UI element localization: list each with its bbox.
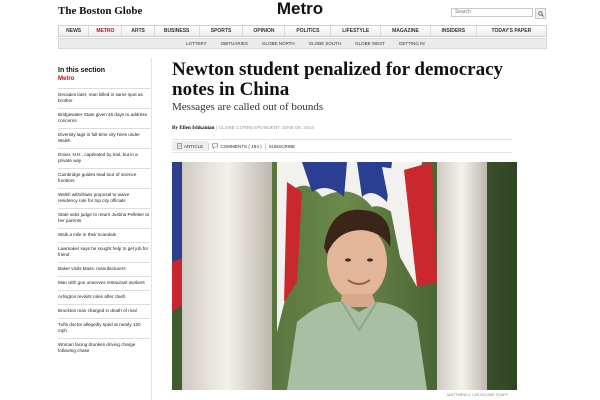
search-input[interactable]: [451, 8, 533, 17]
article-subheadline: Messages are called out of bounds: [172, 101, 324, 113]
article-tab[interactable]: [172, 141, 208, 151]
subnav-item-globe-north[interactable]: GLOBE NORTH: [261, 41, 295, 46]
nav-item-business[interactable]: BUSINESS: [155, 26, 200, 36]
sidebar-story-link[interactable]: Bridgewater State given 45 days to address concerns: [58, 108, 150, 128]
sidebar-story-link[interactable]: Walsh withdraws proposal to waive residency rule for top city officials: [58, 188, 150, 208]
author-name[interactable]: By Ellen Ishkanian: [172, 125, 215, 131]
subnav-item-globe-west[interactable]: GLOBE WEST: [355, 41, 385, 46]
author-affiliation: | GLOBE CORRESPONDENT: [215, 126, 281, 131]
article-toolbar: [172, 139, 512, 153]
sidebar-story-link[interactable]: State asks judge to return Justina Pelletier to her parents: [58, 208, 150, 228]
sidebar-story-link[interactable]: Lawmaker says he sought help to get job for friend: [58, 242, 150, 262]
nav-item-metro[interactable]: METRO: [89, 26, 122, 36]
article-headline: Newton student penalized for democracy notes in China: [172, 59, 504, 100]
student-photo: [172, 162, 517, 390]
sidebar-story-link[interactable]: Walk a mile in their scandals: [58, 228, 150, 242]
sidebar-story-link[interactable]: Diversity lags in full-time city hires under Walsh: [58, 128, 150, 148]
publish-date: JUNE 06, 2014: [281, 126, 314, 131]
nav-item-todays-paper[interactable]: TODAY'S PAPER: [491, 28, 532, 34]
section-title: Metro: [276, 0, 324, 18]
sidebar-story-link[interactable]: Brockton man charged in death of rival: [58, 304, 150, 318]
nav-item-news[interactable]: NEWS: [59, 26, 89, 36]
sidebar-story-link[interactable]: Dover, N.H., captivated by trial, but in a private way: [58, 148, 150, 168]
subnav-item-obituaries[interactable]: OBITUARIES: [220, 41, 248, 46]
sidebar-story-link[interactable]: Baker visits Mass. manufacturers: [58, 262, 150, 276]
sidebar-section-link[interactable]: Metro: [58, 76, 75, 82]
column-divider: [151, 58, 152, 400]
comments-label: COMMENTS: [220, 143, 248, 149]
sidebar-story-link[interactable]: Cambridge guides lead tour of science frontiers: [58, 168, 150, 188]
subnav-item-lottery[interactable]: LOTTERY: [186, 41, 207, 46]
search-button[interactable]: [535, 8, 546, 19]
section-sidebar: [58, 67, 150, 358]
nav-item-magazine[interactable]: MAGAZINE: [381, 26, 431, 36]
nav-item-insiders[interactable]: INSIDERS: [431, 26, 477, 36]
photo-credit: MATTHEW J. LEE/GLOBE STAFF: [447, 392, 509, 397]
document-icon: [177, 143, 182, 149]
nav-item-opinion[interactable]: OPINION: [243, 26, 285, 36]
sidebar-story-link[interactable]: Tufts doctor allegedly sped at nearly 120 mph: [58, 318, 150, 338]
byline: [172, 125, 314, 131]
sidebar-story-link[interactable]: Woman facing drunken driving charge following chase: [58, 338, 150, 358]
sidebar-story-link[interactable]: Decades later, man killed in same spot as brother: [58, 88, 150, 108]
subnav-item-getting-in[interactable]: GETTING IN: [398, 41, 425, 46]
sidebar-heading: In this section: [58, 67, 106, 74]
nav-item-lifestyle[interactable]: LIFESTYLE: [331, 26, 381, 36]
nav-item-sports[interactable]: SPORTS: [200, 26, 244, 36]
article-tab-label: ARTICLE: [184, 143, 204, 149]
sub-nav: [58, 38, 547, 49]
search-icon: [538, 11, 544, 17]
main-nav: [58, 25, 547, 37]
sidebar-story-link[interactable]: Arlington revisits rules after clash: [58, 290, 150, 304]
globe-logo[interactable]: The Boston Globe: [58, 5, 143, 17]
article-photo[interactable]: [172, 162, 517, 390]
nav-item-politics[interactable]: POLITICS: [285, 26, 331, 36]
sidebar-story-link[interactable]: Man with gun unnerves restaurant workers: [58, 276, 150, 290]
comments-count: ( 194 ): [248, 143, 262, 149]
nav-item-arts[interactable]: ARTS: [122, 26, 154, 36]
comments-link[interactable]: [209, 143, 264, 149]
comment-icon: [212, 143, 218, 149]
subscribe-link[interactable]: SUBSCRIBE: [268, 143, 296, 149]
subnav-item-globe-south[interactable]: GLOBE SOUTH: [308, 41, 342, 46]
